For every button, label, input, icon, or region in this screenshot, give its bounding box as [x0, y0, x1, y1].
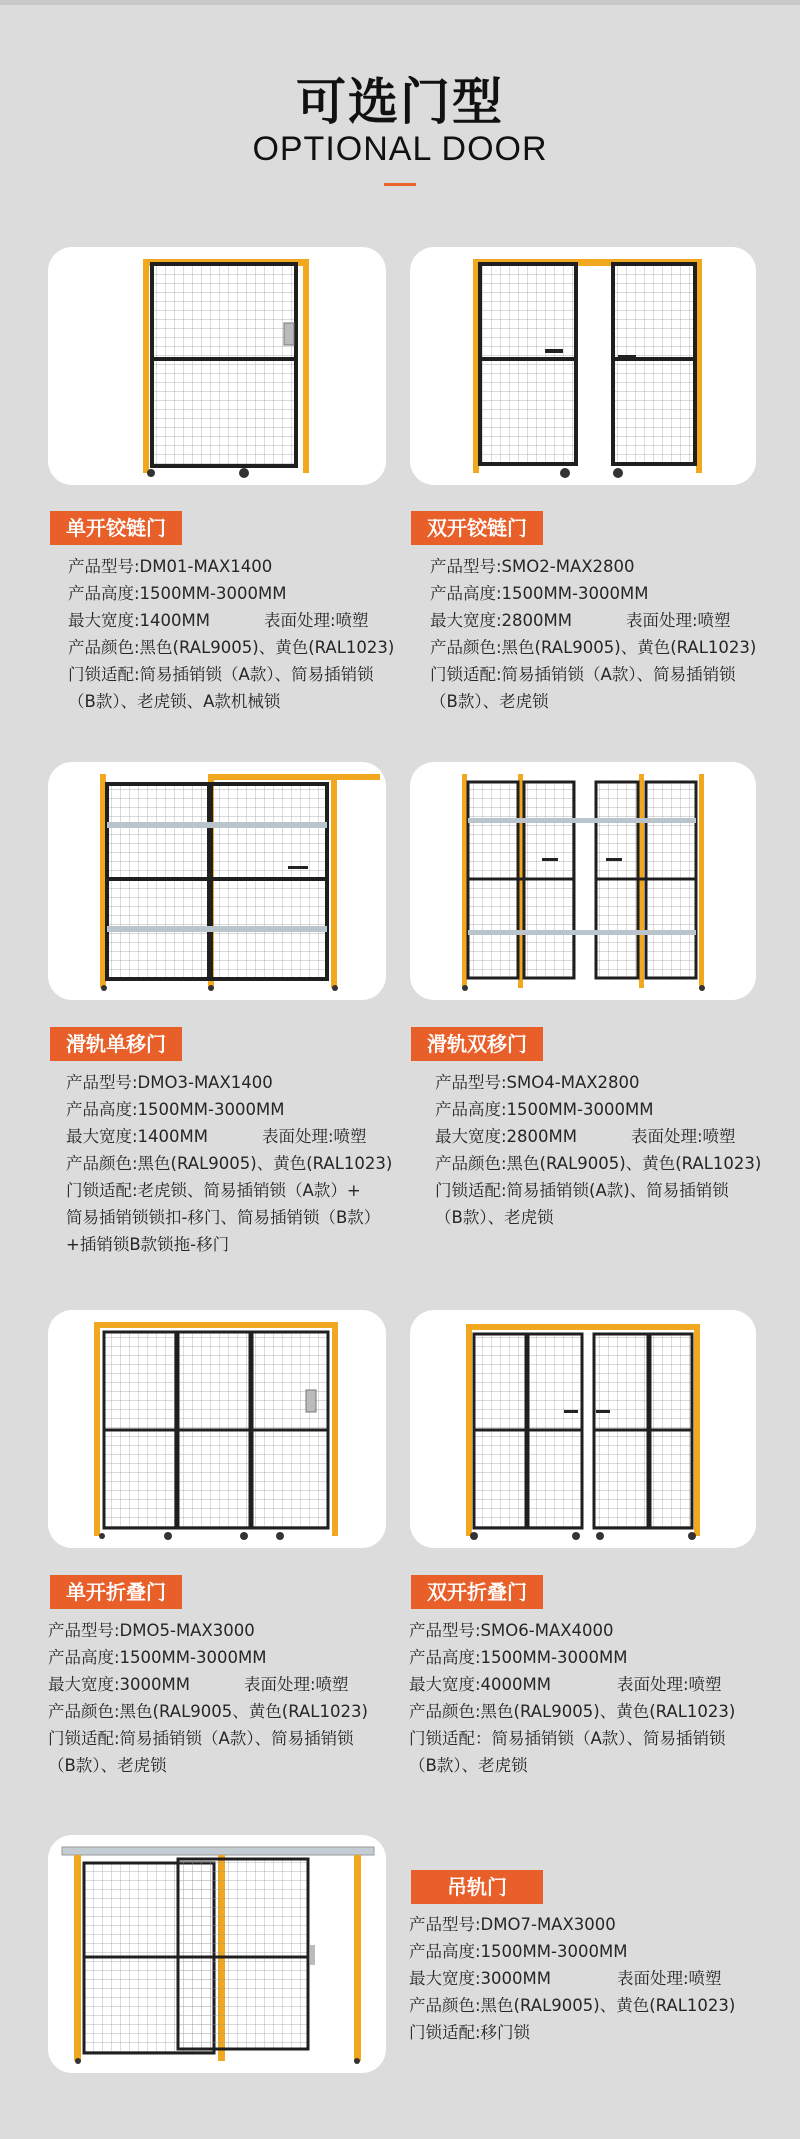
door-image-double-hinged — [410, 247, 756, 485]
spec-width: 最大宽度:1400MM — [68, 611, 211, 630]
door-name-tag: 吊轨门 — [411, 1870, 543, 1904]
spec-lock-cont: 简易插销锁锁扣-移门、简易插销锁（B款） — [66, 1208, 381, 1227]
spec-color: 产品颜色:黑色(RAL9005、黄色(RAL1023) — [48, 1702, 368, 1721]
spec-height: 产品高度:1500MM-3000MM — [409, 1942, 628, 1961]
spec-width-row — [435, 1123, 761, 1150]
spec-lock: 门锁适配:简易插销锁（A款）、简易插销锁 — [68, 665, 374, 684]
spec-width: 最大宽度:3000MM — [48, 1675, 191, 1694]
spec-model: 产品型号:DMO5-MAX3000 — [48, 1621, 255, 1640]
spec-color: 产品颜色:黑色(RAL9005)、黄色(RAL1023) — [409, 1996, 736, 2015]
spec-height: 产品高度:1500MM-3000MM — [68, 584, 287, 603]
door-name-tag: 滑轨单移门 — [50, 1027, 182, 1061]
door-name-tag: 单开折叠门 — [50, 1575, 182, 1609]
spec-model: 产品型号:SMO2-MAX2800 — [430, 557, 635, 576]
spec-surface: 表面处理:喷塑 — [631, 1127, 736, 1146]
spec-color: 产品颜色:黑色(RAL9005)、黄色(RAL1023) — [430, 638, 757, 657]
spec-surface: 表面处理:喷塑 — [244, 1675, 349, 1694]
spec-height: 产品高度:1500MM-3000MM — [66, 1100, 285, 1119]
spec-width-row — [68, 607, 394, 634]
spec-surface: 表面处理:喷塑 — [262, 1127, 367, 1146]
spec-lock-cont: （B款）、老虎锁 — [409, 1756, 528, 1775]
spec-model: 产品型号:DM01-MAX1400 — [68, 557, 273, 576]
spec-width-row — [48, 1671, 368, 1698]
spec-list — [48, 1617, 368, 1779]
spec-color: 产品颜色:黑色(RAL9005)、黄色(RAL1023) — [68, 638, 395, 657]
door-name-tag: 双开铰链门 — [411, 511, 543, 545]
spec-lock: 门锁适配:简易插销锁(A款)、简易插销锁 — [435, 1181, 729, 1200]
door-image-sliding-single — [48, 762, 386, 1000]
spec-surface: 表面处理:喷塑 — [617, 1675, 722, 1694]
spec-color: 产品颜色:黑色(RAL9005)、黄色(RAL1023) — [409, 1702, 736, 1721]
spec-lock: 门锁适配:移门锁 — [409, 2023, 531, 2042]
spec-surface: 表面处理:喷塑 — [617, 1969, 722, 1988]
spec-width: 最大宽度:3000MM — [409, 1969, 552, 1988]
spec-lock: 门锁适配:简易插销锁（A款）、简易插销锁 — [48, 1729, 354, 1748]
spec-model: 产品型号:SMO4-MAX2800 — [435, 1073, 640, 1092]
spec-lock-cont: +插销锁B款锁拖-移门 — [66, 1235, 230, 1254]
door-image-hanging-track — [48, 1835, 386, 2073]
spec-list — [409, 1911, 735, 2046]
spec-lock: 门锁适配:老虎锁、简易插销锁（A款）+ — [66, 1181, 361, 1200]
spec-list — [68, 553, 394, 715]
top-divider — [0, 0, 800, 5]
door-image-single-hinged — [48, 247, 386, 485]
spec-width: 最大宽度:1400MM — [66, 1127, 209, 1146]
spec-height: 产品高度:1500MM-3000MM — [435, 1100, 654, 1119]
door-name-tag: 滑轨双移门 — [411, 1027, 543, 1061]
page-title: 可选门型 — [296, 73, 504, 131]
spec-model: 产品型号:DMO3-MAX1400 — [66, 1073, 273, 1092]
spec-model: 产品型号:DMO7-MAX3000 — [409, 1915, 616, 1934]
spec-color: 产品颜色:黑色(RAL9005)、黄色(RAL1023) — [66, 1154, 393, 1173]
title-underline — [384, 183, 416, 186]
spec-width: 最大宽度:2800MM — [430, 611, 573, 630]
spec-list — [435, 1069, 761, 1231]
door-image-folding-single — [48, 1310, 386, 1548]
spec-model: 产品型号:SMO6-MAX4000 — [409, 1621, 614, 1640]
spec-list — [409, 1617, 735, 1779]
page-subtitle: OPTIONAL DOOR — [252, 130, 548, 168]
spec-lock: 门锁适配:简易插销锁（A款）、简易插销锁 — [430, 665, 736, 684]
spec-lock-cont: （B款）、老虎锁 — [48, 1756, 167, 1775]
spec-height: 产品高度:1500MM-3000MM — [48, 1648, 267, 1667]
spec-height: 产品高度:1500MM-3000MM — [430, 584, 649, 603]
spec-lock-cont: （B款）、老虎锁、A款机械锁 — [68, 692, 281, 711]
spec-width: 最大宽度:4000MM — [409, 1675, 552, 1694]
spec-lock-cont: （B款）、老虎锁 — [435, 1208, 554, 1227]
spec-width-row — [409, 1671, 735, 1698]
spec-list — [66, 1069, 392, 1258]
spec-width-row — [66, 1123, 392, 1150]
spec-surface: 表面处理:喷塑 — [264, 611, 369, 630]
spec-surface: 表面处理:喷塑 — [626, 611, 731, 630]
door-name-tag: 双开折叠门 — [411, 1575, 543, 1609]
spec-lock-cont: （B款）、老虎锁 — [430, 692, 549, 711]
spec-color: 产品颜色:黑色(RAL9005)、黄色(RAL1023) — [435, 1154, 762, 1173]
door-image-folding-double — [410, 1310, 756, 1548]
spec-lock: 门锁适配：简易插销锁（A款）、简易插销锁 — [409, 1729, 726, 1748]
door-name-tag: 单开铰链门 — [50, 511, 182, 545]
spec-height: 产品高度:1500MM-3000MM — [409, 1648, 628, 1667]
spec-width-row — [409, 1965, 735, 1992]
spec-width-row — [430, 607, 756, 634]
door-image-sliding-double — [410, 762, 756, 1000]
spec-width: 最大宽度:2800MM — [435, 1127, 578, 1146]
spec-list — [430, 553, 756, 715]
